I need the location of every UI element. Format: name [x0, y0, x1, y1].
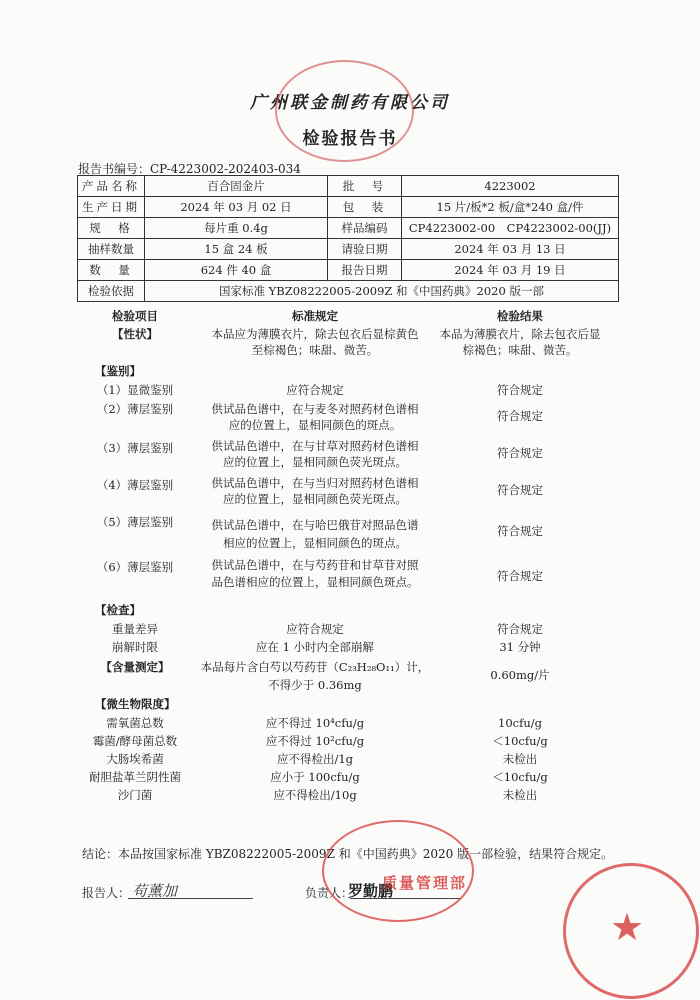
id-item-5-result: 符合规定: [497, 524, 543, 538]
report-date: 2024 年 03 月 19 日: [402, 260, 619, 281]
id-item-2-name: （2）薄层鉴别: [96, 402, 174, 416]
inspection-item-2-name: 崩解时限: [112, 640, 158, 654]
basis-label: 检验依据: [78, 281, 145, 302]
micro-item-1-result: 10cfu/g: [498, 716, 542, 730]
id-item-1-result: 符合规定: [497, 383, 543, 397]
micro-item-5-result: 未检出: [502, 788, 538, 802]
request-date-label: 请验日期: [328, 239, 402, 260]
assay-standard-line2: 不得少于 0.36mg: [268, 678, 362, 692]
qa-department-stamp-text: 质量管理部: [382, 874, 468, 892]
report-number: 报告书编号：CP-4223002-202403-034: [78, 162, 301, 176]
micro-item-1-standard: 应不得过 10⁴cfu/g: [265, 716, 365, 730]
sample-qty: 15 盒 24 板: [145, 239, 328, 260]
product-name-label: 产品名称: [78, 176, 145, 197]
id-item-3-result: 符合规定: [497, 446, 543, 460]
id-item-5-standard-line2: 相应的位置上，显相同颜色的斑点。: [223, 536, 407, 550]
micro-title: 【微生物限度】: [95, 697, 176, 711]
reporter-label: 报告人：: [82, 886, 131, 900]
sample-code: CP4223002-00 CP4223002-00(JJ): [402, 218, 619, 239]
report-date-label: 报告日期: [328, 260, 402, 281]
traits-result-line2: 棕褐色；味甜、微苦。: [462, 343, 578, 357]
production-date-label: 生产日期: [78, 197, 145, 218]
id-item-6-standard-line1: 供试品色谱中，在与芍药苷和甘草苷对照: [211, 558, 419, 572]
assay-result: 0.60mg/片: [490, 668, 550, 682]
micro-item-5-standard: 应不得检出/10g: [273, 788, 357, 802]
package-label: 包 装: [328, 197, 402, 218]
column-item: 检验项目: [112, 309, 158, 323]
sample-code-label: 样品编码: [328, 218, 402, 239]
micro-item-2-result: ＜10cfu/g: [492, 734, 548, 748]
inspection-item-1-result: 符合规定: [497, 622, 543, 636]
column-standard: 标准规定: [292, 309, 338, 323]
id-item-5-standard-line1: 供试品色谱中，在与哈巴俄苷对照品色谱: [211, 518, 419, 532]
spec-label: 规 格: [78, 218, 145, 239]
id-item-6-name: （6）薄层鉴别: [96, 560, 174, 574]
conclusion: 结论：本品按国家标准 YBZ08222005-2009Z 和《中国药典》2020 版一部检验，结果符合规定。: [82, 847, 614, 861]
inspection-item-2-result: 31 分钟: [499, 640, 541, 654]
quantity-label: 数 量: [78, 260, 145, 281]
micro-item-1-name: 需氧菌总数: [106, 716, 164, 730]
id-item-4-standard-line2: 应的位置上，显相同颜色荧光斑点。: [223, 492, 407, 506]
sample-qty-label: 抽样数量: [78, 239, 145, 260]
micro-item-4-result: ＜10cfu/g: [492, 770, 548, 784]
micro-item-4-name: 耐胆盐革兰阴性菌: [89, 770, 181, 784]
batch-value: 4223002: [402, 176, 619, 197]
micro-item-3-result: 未检出: [502, 752, 538, 766]
id-item-6-result: 符合规定: [497, 569, 543, 583]
column-result: 检验结果: [497, 309, 543, 323]
id-item-3-name: （3）薄层鉴别: [96, 441, 174, 455]
micro-item-3-standard: 应不得检出/1g: [276, 752, 354, 766]
micro-item-2-name: 霉菌/酵母菌总数: [92, 734, 178, 748]
product-name: 百合固金片: [145, 176, 328, 197]
assay-standard-line1: 本品每片含白芍以芍药苷（C₂₃H₂₈O₁₁）计，: [200, 660, 430, 674]
assay-title: 【含量测定】: [100, 660, 170, 674]
traits-standard-line2: 至棕褐色；味甜、微苦。: [251, 343, 379, 357]
seal-star-icon: ★: [610, 905, 645, 949]
inspection-item-1-name: 重量差异: [112, 622, 158, 636]
id-item-2-standard-line1: 供试品色谱中，在与麦冬对照药材色谱相: [211, 402, 419, 416]
identification-title: 【鉴别】: [95, 364, 141, 378]
traits-standard-line1: 本品应为薄膜衣片，除去包衣后显棕黄色: [211, 327, 419, 341]
traits-result-line1: 本品为薄膜衣片，除去包衣后显: [439, 327, 601, 341]
micro-item-5-name: 沙门菌: [117, 788, 153, 802]
id-item-2-result: 符合规定: [497, 409, 543, 423]
responsible-line: [350, 898, 460, 899]
micro-item-3-name: 大肠埃希菌: [106, 752, 164, 766]
inspection-item-1-standard: 应符合规定: [286, 622, 344, 636]
inspection-title: 【检查】: [95, 603, 141, 617]
id-item-1-name: （1）显微鉴别: [96, 383, 174, 397]
responsible-label: 负责人：: [305, 886, 354, 900]
document-title: 检验报告书: [302, 129, 398, 149]
micro-item-4-standard: 应小于 100cfu/g: [270, 770, 360, 784]
id-item-3-standard-line1: 供试品色谱中，在与甘草对照药材色谱相: [211, 439, 419, 453]
basis-value: 国家标准 YBZ08222005-2009Z 和《中国药典》2020 版一部: [145, 281, 619, 302]
info-table: [77, 175, 619, 302]
id-item-4-result: 符合规定: [497, 483, 543, 497]
company-name: 广州联金制药有限公司: [250, 93, 450, 113]
request-date: 2024 年 03 月 13 日: [402, 239, 619, 260]
quantity-value: 624 件 40 盒: [145, 260, 328, 281]
id-item-3-standard-line2: 应的位置上，显相同颜色荧光斑点。: [223, 455, 407, 469]
id-item-4-standard-line1: 供试品色谱中，在与当归对照药材色谱相: [211, 476, 419, 490]
traits-title: 【性状】: [112, 327, 158, 341]
package-value: 15 片/板*2 板/盒*240 盒/件: [402, 197, 619, 218]
spec-value: 每片重 0.4g: [145, 218, 328, 239]
production-date: 2024 年 03 月 02 日: [145, 197, 328, 218]
batch-label: 批 号: [328, 176, 402, 197]
inspection-item-2-standard: 应在 1 小时内全部崩解: [255, 640, 375, 654]
qa-department-stamp: [322, 820, 474, 922]
reporter-line: [128, 898, 253, 899]
id-item-1-standard: 应符合规定: [286, 383, 344, 397]
id-item-4-name: （4）薄层鉴别: [96, 478, 174, 492]
reporter-signature: 苟薰加: [132, 882, 178, 900]
responsible-signature: 罗勤鹏: [348, 882, 394, 900]
micro-item-2-standard: 应不得过 10²cfu/g: [265, 734, 365, 748]
id-item-5-name: （5）薄层鉴别: [96, 515, 174, 529]
id-item-6-standard-line2: 品色谱相应的位置上，显相同颜色斑点。: [211, 575, 419, 589]
id-item-2-standard-line2: 应的位置上，显相同颜色的斑点。: [228, 418, 402, 432]
